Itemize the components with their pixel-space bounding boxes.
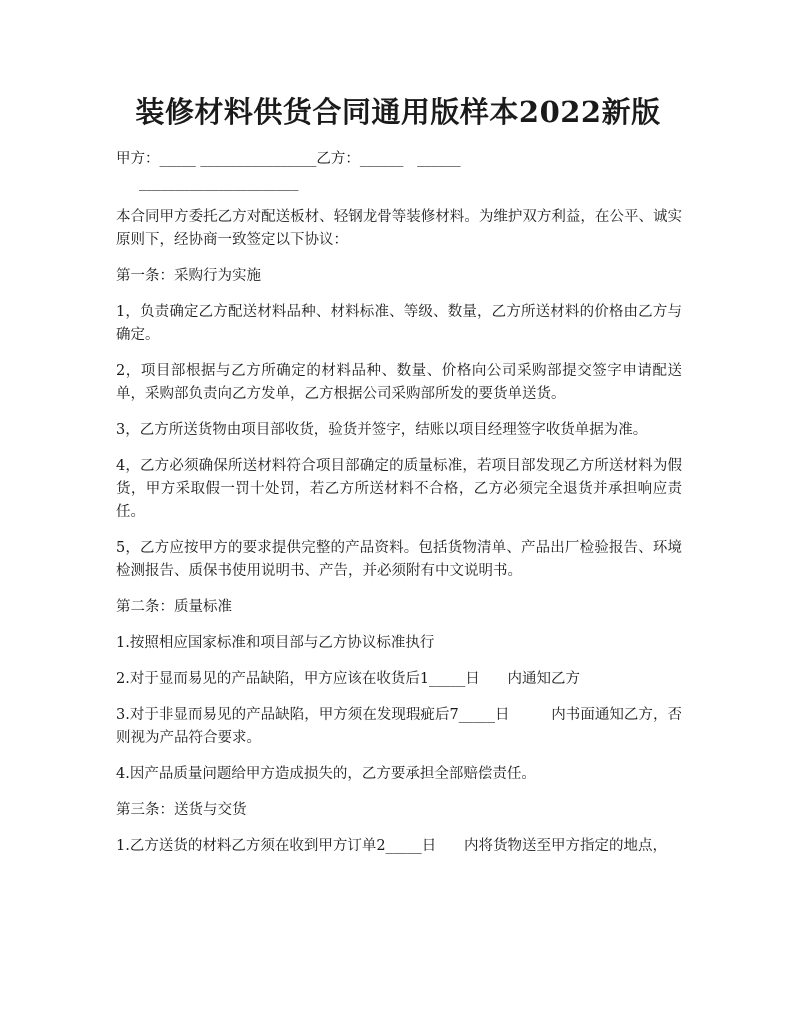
- clause-paragraph: 1，负责确定乙方配送材料品种、材料标准、等级、数量，乙方所送材料的价格由乙方与确定。: [116, 304, 682, 343]
- section-heading: 第一条：采购行为实施: [116, 268, 261, 284]
- document-title: 装修材料供货合同通用版样本2022新版: [135, 95, 661, 129]
- clause-paragraph: 3.对于非显而易见的产品缺陷，甲方须在发现瑕疵后7_____日 内书面通知乙方，否则视为产品符合要求。: [116, 707, 682, 746]
- clause-paragraph: 2.对于显而易见的产品缺陷，甲方应该在收货后1_____日 内通知乙方: [116, 671, 580, 687]
- clause-paragraph: 4.因产品质量问题给甲方造成损失的，乙方要承担全部赔偿责任。: [116, 766, 536, 782]
- clause-paragraph: 3，乙方所送货物由项目部收货，验货并签字，结账以项目经理签字收货单据为准。: [116, 422, 648, 438]
- section-heading: 第三条：送货与交货: [116, 802, 247, 818]
- clause-paragraph: 2，项目部根据与乙方所确定的材料品种、数量、价格向公司采购部提交签字申请配送单，采购部负责向乙方发单，乙方根据公司采购部所发的要货单送货。: [116, 363, 682, 402]
- document-body: [116, 206, 682, 871]
- clause-paragraph: 1.乙方送货的材料乙方须在收到甲方订单2_____日 内将货物送至甲方指定的地点，: [116, 838, 667, 854]
- clause-paragraph: 5，乙方应按甲方的要求提供完整的产品资料。包括货物清单、产品出厂检验报告、环境检测报告、质保书使用说明书、产告，并必须附有中文说明书。: [116, 540, 682, 579]
- intro-paragraph: 本合同甲方委托乙方对配送板材、轻钢龙骨等装修材料。为维护双方利益，在公平、诚实原则下，经协商一致签定以下协议：: [116, 209, 682, 248]
- party-line: 甲方：_____ ________________乙方：______ ______: [116, 151, 461, 167]
- clause-paragraph: 1.按照相应国家标准和项目部与乙方协议标准执行: [116, 635, 435, 651]
- clause-paragraph: 4，乙方必须确保所送材料符合项目部确定的质量标准，若项目部发现乙方所送材料为假货，甲方采取假一罚十处罚，若乙方所送材料不合格，乙方必须完全退货并承担响应责任。: [116, 458, 682, 520]
- section-heading: 第二条：质量标准: [116, 599, 232, 615]
- party-line-continued: ______________________: [116, 175, 299, 191]
